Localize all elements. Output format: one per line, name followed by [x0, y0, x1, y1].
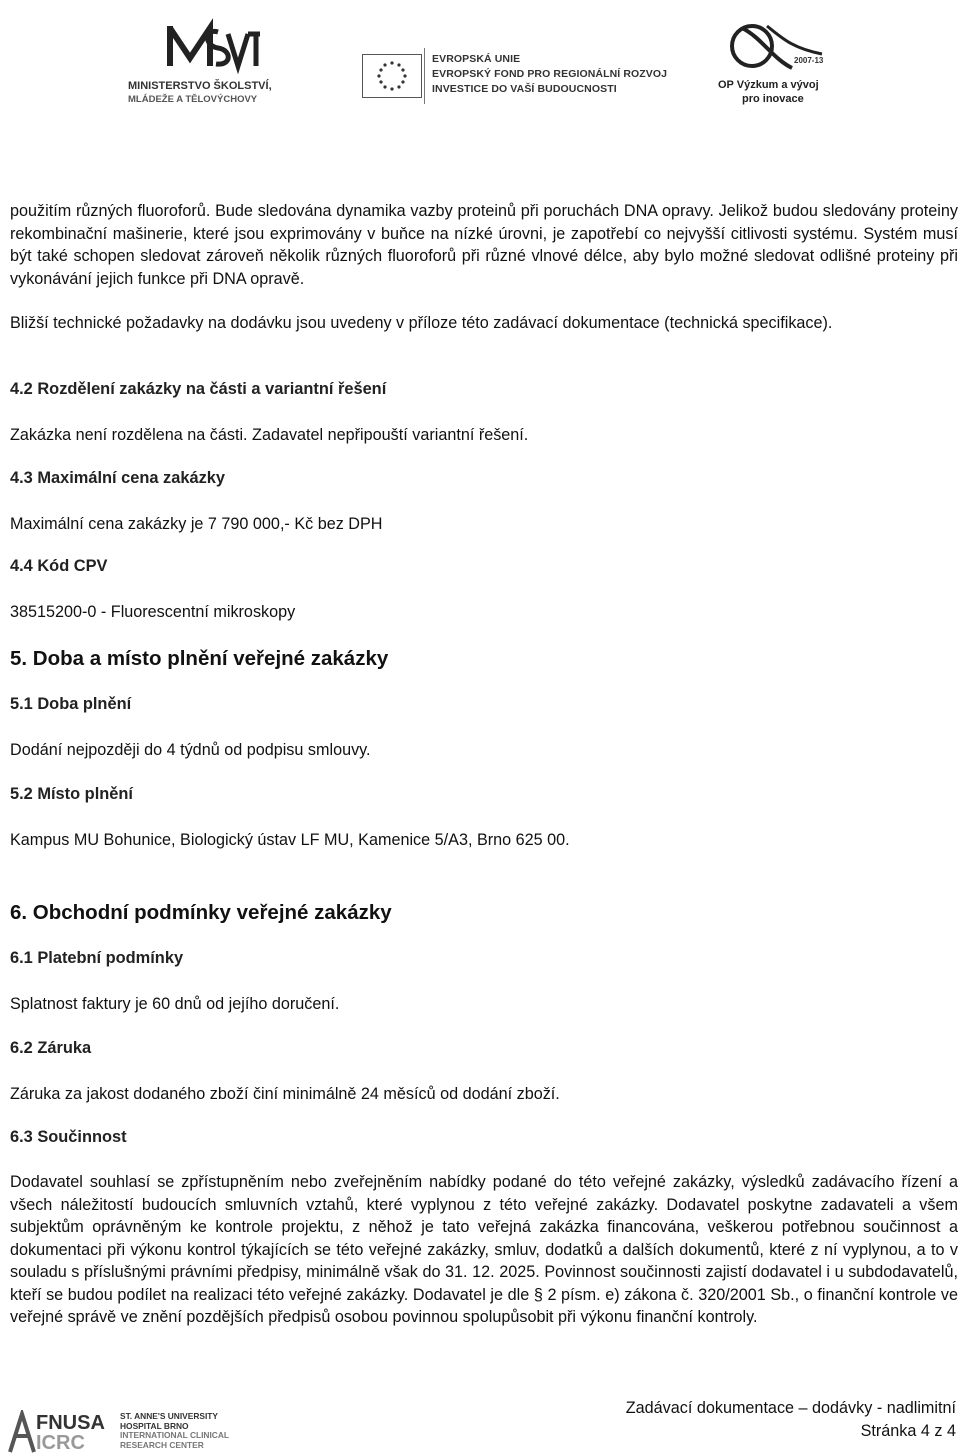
fnusa-wordmark: FNUSA — [36, 1412, 105, 1434]
section-6-heading: 6. Obchodní podmínky veřejné zakázky — [10, 901, 392, 924]
eu-line-3: INVESTICE DO VAŠÍ BUDOUCNOSTI — [432, 83, 617, 95]
section-4-4-heading: 4.4 Kód CPV — [10, 557, 108, 575]
fnusa-small-1: ST. ANNE'S UNIVERSITY — [120, 1411, 219, 1421]
footer-document-title: Zadávací dokumentace – dodávky - nadlimitní — [625, 1399, 956, 1417]
section-4-4-text: 38515200-0 - Fluorescentní mikroskopy — [10, 603, 296, 621]
intro-paragraph-1: použitím různých fluoroforů. Bude sledována dynamika vazby proteinů při poruchách DNA opravy. Jelikož budou sledovány proteiny rekombinační mašinerie, které jsou exprimovány v buňce na nízké úrovni, je zapotřebí co nejvyšší citlivosti systému. Systém musí být také schopen sledovat zároveň několik různých fluoroforů při různé vlnové délce, aby bylo možné sledovat odlišné proteiny při vykonávání jejich funkce při DNA opravě. — [10, 202, 958, 288]
fnusa-small-4: RESEARCH CENTER — [120, 1439, 204, 1450]
fnusa-icrc-logo — [8, 1410, 230, 1454]
section-4-2-heading: 4.2 Rozdělení zakázky na části a variantní řešení — [10, 380, 387, 398]
icrc-wordmark: ICRC — [36, 1432, 85, 1454]
section-5-1-text: Dodání nejpozději do 4 týdnů od podpisu smlouvy. — [10, 741, 371, 759]
section-5-2-heading: 5.2 Místo plnění — [10, 785, 133, 803]
section-6-2-text: Záruka za jakost dodaného zboží činí minimálně 24 měsíců od dodání zboží. — [10, 1085, 560, 1103]
eu-divider — [424, 48, 425, 104]
intro-paragraph-2: Bližší technické požadavky na dodávku jsou uvedeny v příloze této zadávací dokumentace (technická specifikace). — [10, 314, 833, 332]
section-6-3-heading: 6.3 Součinnost — [10, 1128, 127, 1146]
section-5-2-text: Kampus MU Bohunice, Biologický ústav LF MU, Kamenice 5/A3, Brno 625 00. — [10, 831, 570, 849]
eu-logo — [362, 48, 668, 114]
op-line-1: OP Výzkum a vývoj — [718, 79, 819, 91]
section-4-3-heading: 4.3 Maximální cena zakázky — [10, 469, 226, 487]
eu-line-2: EVROPSKÝ FOND PRO REGIONÁLNÍ ROZVOJ — [432, 68, 668, 80]
msmt-logo — [120, 18, 310, 110]
section-4-3-text: Maximální cena zakázky je 7 790 000,- Kč bez DPH — [10, 515, 383, 533]
op-line-2: pro inovace — [742, 93, 804, 105]
section-6-3-text: Dodavatel souhlasí se zpřístupněním nebo zveřejněním nabídky podané do této veřejné zakázky, výsledků zadávacího řízení a všech náležitostí budoucích smluvních vztahů, které vyplynou z této veřejné zakázky. Dodavatel poskytne zadavateli a všem subjektům oprávněným ke kontrole projektu, z něhož je tato veřejná zakázka financována, veškerou potřebnou součinnost a dokumentaci při výkonu kontrol týkajících se této veřejné zakázky, smluv, dodatků a dalších dokumentů, které z ní vyplynou, a to v souladu s příslušnými právními předpisy, minimálně však do 31. 12. 2025. Povinnost součinnosti zajistí dodavatel i u subdodavatelů, kteří se budou podílet na realizaci této veřejné zakázky. Dodavatel je dle § 2 písm. e) zákona č. 320/2001 Sb., o finanční kontrole ve veřejné správě ve znění pozdějších předpisů osobou povinnou spolupůsobit při výkonu finanční kontroly. — [10, 1173, 958, 1326]
op-swirl-icon — [712, 18, 842, 78]
fnusa-small-3: INTERNATIONAL CLINICAL — [120, 1430, 230, 1441]
fnusa-small-2: HOSPITAL BRNO — [120, 1420, 189, 1431]
eu-line-1: EVROPSKÁ UNIE — [432, 53, 521, 65]
msmt-logo-line2: MLÁDEŽE A TĚLOVÝCHOVY — [128, 94, 258, 105]
op-badge: 2007-13 — [794, 56, 824, 65]
op-logo-text — [718, 78, 819, 106]
footer-page-number: Stránka 4 z 4 — [860, 1422, 956, 1440]
section-6-1-heading: 6.1 Platební podmínky — [10, 949, 184, 967]
section-6-2-heading: 6.2 Záruka — [10, 1039, 92, 1057]
msmt-logo-line1: MINISTERSTVO ŠKOLSTVÍ, — [128, 80, 272, 92]
eu-logo-text — [432, 52, 667, 97]
section-5-1-heading: 5.1 Doba plnění — [10, 695, 132, 713]
section-4-2-text: Zakázka není rozdělena na části. Zadavatel nepřipouští variantní řešení. — [10, 426, 529, 444]
section-6-1-text: Splatnost faktury je 60 dnů od jejího doručení. — [10, 995, 340, 1013]
fnusa-mark-icon — [8, 1410, 38, 1454]
eu-flag-icon — [362, 54, 422, 98]
op-vav-logo — [712, 18, 842, 118]
fnusa-subtitle — [120, 1412, 229, 1450]
section-5-heading: 5. Doba a místo plnění veřejné zakázky — [10, 647, 389, 670]
